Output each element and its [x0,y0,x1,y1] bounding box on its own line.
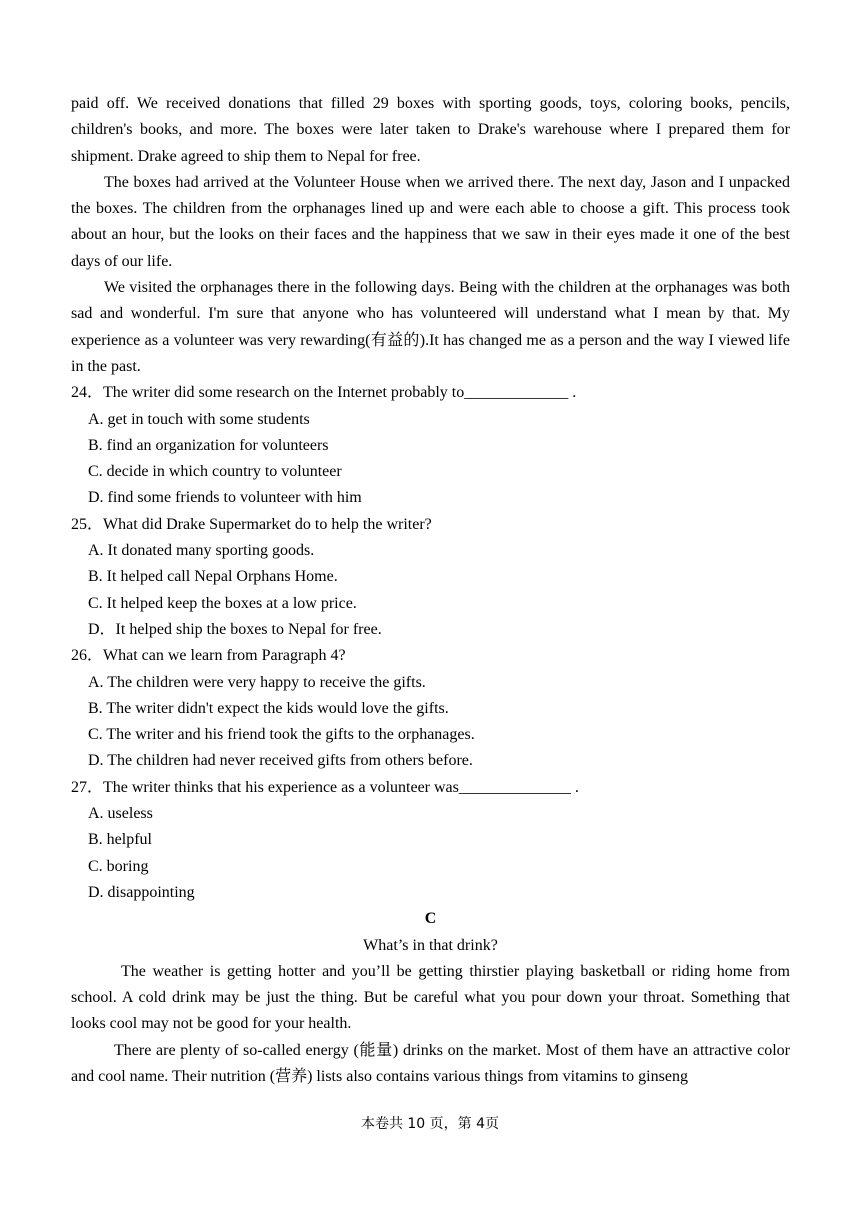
option-a: A. get in touch with some students [88,410,310,428]
page-content [71,91,790,1090]
option-c: C. The writer and his friend took the gifts to the orphanages. [88,726,475,744]
option-b: B. It helped call Nepal Orphans Home. [88,568,338,586]
option-c: C. boring [88,857,149,875]
option-d: D. disappointing [88,883,195,901]
option-a: A. useless [88,805,153,823]
passage-paragraph: There are plenty of so-called energy (能量) drinks on the market. Most of them have an attractive color and cool name. Their nutrition (营养) lists also contains various things from vitamins to ginseng [71,1041,790,1085]
passage-paragraph: We visited the orphanages there in the following days. Being with the children at the orphanages was both sad and wonderful. I'm sure that anyone who has volunteered will understand what I mean by that. My experience as a volunteer was very rewarding(有益的).It has changed me as a person and the way I viewed life in the past. [71,279,790,375]
option-c: C. decide in which country to volunteer [88,463,342,481]
question-stem: 26．What can we learn from Paragraph 4? [71,647,346,665]
page-footer: 本卷共 10 页，第 4页 [360,1116,500,1132]
question-stem: 25．What did Drake Supermarket do to help the writer? [71,515,432,533]
passage-paragraph: paid off. We received donations that filled 29 boxes with sporting goods, toys, coloring books, pencils, children's books, and more. The boxes were later taken to Drake's warehouse where I prepared them for shipment. Drake agreed to ship them to Nepal for free. [71,95,790,165]
option-b: B. find an organization for volunteers [88,436,329,454]
passage-paragraph: The weather is getting hotter and you’ll be getting thirstier playing basketball or riding home from school. A cold drink may be just the thing. But be careful what you pour down your throat. Something that looks cool may not be good for your health. [71,962,790,1033]
option-d: D. find some friends to volunteer with him [88,489,362,507]
question-25 [71,512,790,643]
question-24 [71,380,790,511]
section-title: What’s in that drink? [363,936,498,954]
option-c: C. It helped keep the boxes at a low price. [88,594,357,612]
question-stem: 24．The writer did some research on the Internet probably to_____________ . [71,384,577,402]
question-27 [71,775,790,906]
question-26 [71,643,790,774]
option-a: A. It donated many sporting goods. [88,542,315,560]
question-stem: 27．The writer thinks that his experience as a volunteer was______________ . [71,778,579,796]
option-d: D. The children had never received gifts from others before. [88,752,473,770]
passage-paragraph: The boxes had arrived at the Volunteer House when we arrived there. The next day, Jason and I unpacked the boxes. The children from the orphanages lined up and were each able to choose a gift. This process took about an hour, but the looks on their faces and the happiness that we saw in their eyes made it one of the best days of our life. [71,173,790,270]
option-d: D．It helped ship the boxes to Nepal for free. [88,620,382,638]
option-b: B. helpful [88,831,152,849]
section-letter: C [424,910,437,928]
option-b: B. The writer didn't expect the kids would love the gifts. [88,699,449,717]
option-a: A. The children were very happy to receive the gifts. [88,673,426,691]
